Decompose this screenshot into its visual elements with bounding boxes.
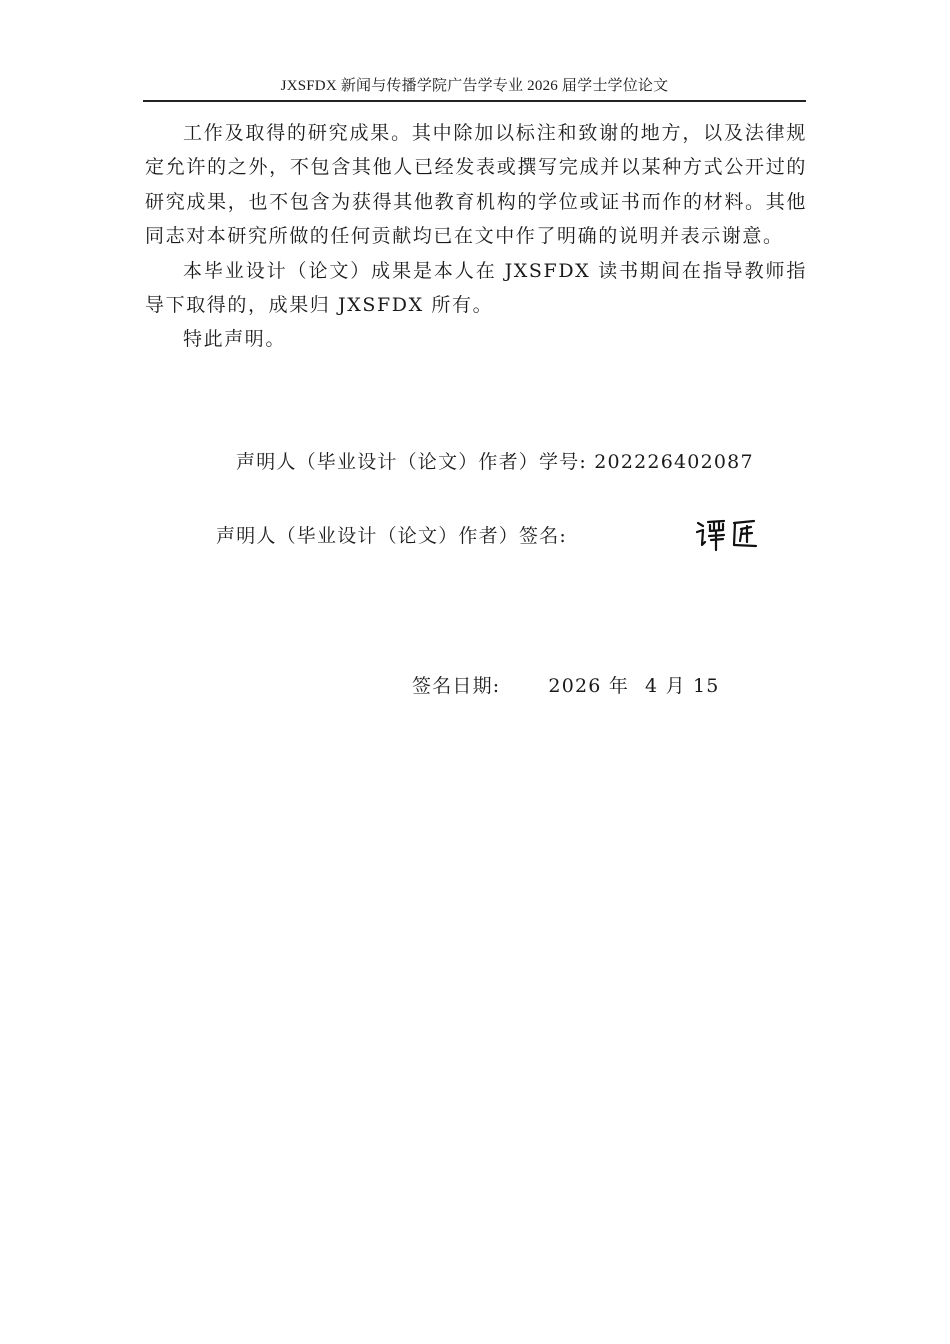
date-month-unit: 月 [665,675,686,697]
student-id-line [236,447,754,477]
student-id-value: 202226402087 [594,451,754,473]
header-rule [143,100,806,102]
student-id-label: 声明人（毕业设计（论文）作者）学号: [236,451,588,473]
date-month: 4 [645,675,659,697]
paragraph-originality: 工作及取得的研究成果。其中除加以标注和致谢的地方，以及法律规定允许的之外，不包含其他人已经发表或撰写完成并以某种方式公开过的研究成果，也不包含为获得其他教育机构的学位或证书而作的材料。其他同志对本研究所做的任何贡献均已在文中作了明确的说明并表示谢意。 [145,122,807,248]
date-day: 15 [693,675,720,697]
declaration-body [145,116,807,357]
handwritten-signature [694,515,764,555]
paragraph-closing: 特此声明。 [183,328,287,351]
paragraph-ownership: 本毕业设计（论文）成果是本人在 JXSFDX 读书期间在指导教师指导下取得的，成果归 JXSFDX 所有。 [145,259,807,317]
signature-line [216,521,567,551]
signature-label: 声明人（毕业设计（论文）作者）签名: [216,525,568,547]
page-header: JXSFDX 新闻与传播学院广告学专业 2026 届学士学位论文 [280,78,669,94]
date-label: 签名日期: [412,675,501,697]
date-year: 2026 [548,675,602,697]
date-line [412,671,720,701]
date-year-unit: 年 [608,675,630,697]
